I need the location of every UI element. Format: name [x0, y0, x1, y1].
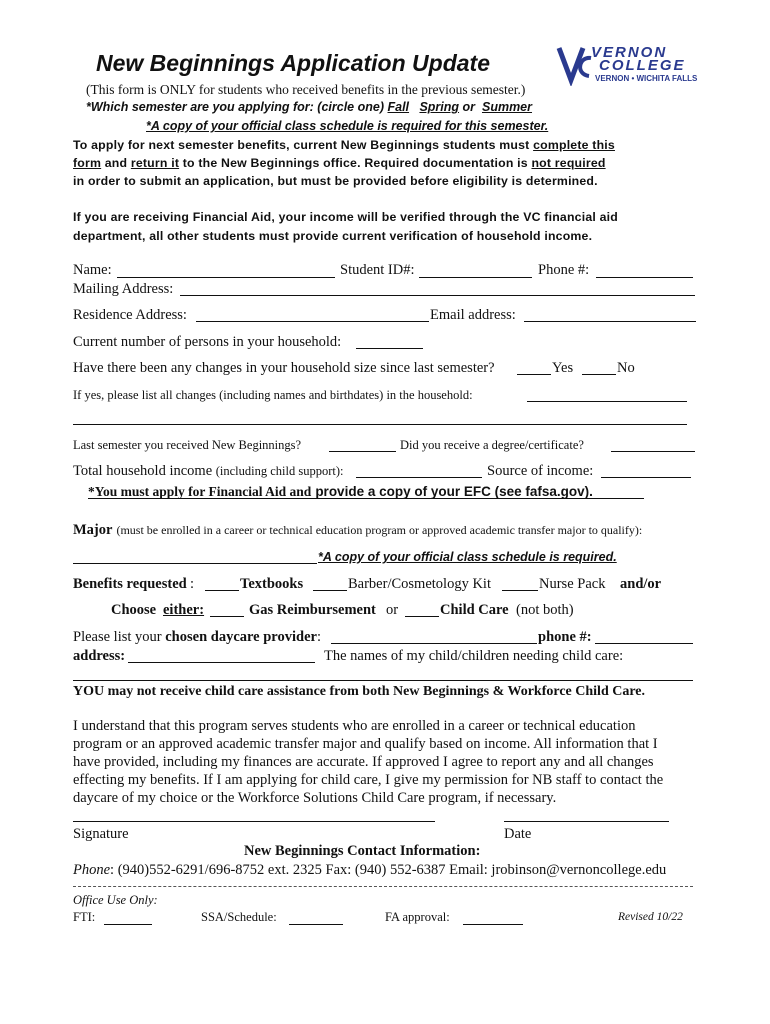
instr-f: to the New Beginnings office. Required documentation is: [182, 156, 528, 170]
logo-line1: VERNON: [591, 44, 668, 61]
children-names-label: The names of my child/children needing child care:: [324, 648, 624, 664]
email-label: Email address:: [430, 307, 516, 323]
agreement-line1: I understand that this program serves students who are enrolled in a career or technical education: [73, 718, 636, 734]
contact-fax-email: : (940) 552-6387 Email: jrobinson@vernoncollege.edu: [347, 862, 667, 878]
daycare-phone-label: phone #:: [538, 629, 592, 645]
textbooks-field[interactable]: [205, 590, 239, 591]
either-label: either:: [163, 602, 205, 618]
student-id-label: Student ID#:: [340, 262, 415, 278]
logo-line2: COLLEGE: [599, 57, 686, 74]
choose-label: Choose: [111, 602, 157, 618]
fa-approval-label: FA approval:: [385, 910, 450, 924]
contact-phone-label: Phone: [73, 862, 111, 878]
subtitle: (This form is ONLY for students who received benefits in the previous semester.): [86, 82, 526, 97]
semester-prompt: [86, 100, 532, 114]
income-label: Total household income: [73, 463, 213, 479]
childcare-label: Child Care: [440, 602, 509, 618]
fti-label: FTI:: [73, 910, 96, 924]
schedule-required-note: *A copy of your official class schedule is required for this semester.: [146, 119, 549, 133]
notboth-label: (not both): [516, 602, 574, 618]
college-logo: [555, 44, 700, 86]
ssa-label: SSA/Schedule:: [201, 910, 277, 924]
address-label: address:: [73, 648, 126, 664]
textbooks-label: Textbooks: [240, 576, 304, 592]
date-field[interactable]: [504, 821, 669, 822]
fa-note-a: *You must apply for Financial Aid and: [88, 484, 312, 499]
daycare-a: Please list your: [73, 629, 162, 645]
income-row: [73, 463, 344, 480]
daycare-address-field[interactable]: [128, 662, 315, 663]
semester-option-fall[interactable]: Fall: [387, 100, 410, 114]
barber-label: Barber/Cosmetology Kit: [348, 576, 491, 592]
andor-label: and/or: [620, 576, 662, 592]
major-schedule-note: *A copy of your official class schedule is required.: [318, 550, 617, 564]
gas-label: Gas Reimbursement: [249, 602, 376, 618]
signature-label: Signature: [73, 826, 129, 842]
degree-label: Did you receive a degree/certificate?: [400, 438, 584, 452]
revised-date: Revised 10/22: [618, 911, 683, 923]
office-use-label: Office Use Only:: [73, 893, 158, 907]
nurse-label: Nurse Pack: [539, 576, 606, 592]
page-title: New Beginnings Application Update: [96, 50, 490, 76]
fa-note-b: provide a copy of your EFC (see fafsa.gov).: [315, 484, 593, 499]
if-yes-label: If yes, please list all changes (including names and birthdates) in the household:: [73, 388, 473, 402]
major-label: Major: [73, 522, 113, 538]
barber-field[interactable]: [313, 590, 347, 591]
instr-e: return it: [130, 156, 180, 170]
name-field[interactable]: [117, 277, 335, 278]
gas-field[interactable]: [210, 616, 244, 617]
yes-label: Yes: [552, 360, 574, 376]
benefits-colon: :: [190, 576, 195, 592]
major-note: (must be enrolled in a career or technical education program or approved academic transfer major to qualify):: [116, 523, 643, 537]
date-label: Date: [504, 826, 532, 842]
income-note: (including child support):: [215, 464, 344, 478]
office-divider: [73, 886, 693, 887]
residence-label: Residence Address:: [73, 307, 187, 323]
mailing-label: Mailing Address:: [73, 281, 174, 297]
daycare-provider-field[interactable]: [331, 643, 537, 644]
email-field[interactable]: [524, 321, 696, 322]
instr-d: and: [104, 156, 128, 170]
instr-b: complete this: [533, 138, 615, 152]
source-income-label: Source of income:: [487, 463, 594, 479]
household-count-field[interactable]: [356, 348, 423, 349]
household-yes-field[interactable]: [517, 374, 551, 375]
instr-g: not required: [531, 156, 606, 170]
fa-note-underline: [88, 498, 644, 499]
last-semester-label: Last semester you received New Beginnings?: [73, 438, 302, 452]
no-label: No: [617, 360, 635, 376]
contact-heading-text: New Beginnings Contact Information: [244, 843, 476, 859]
instructions-line1: [73, 138, 615, 152]
phone-field[interactable]: [596, 277, 693, 278]
daycare-row: Please list your chosen daycare provider:: [73, 629, 321, 645]
agreement-line3: have provided, including my finances are accurate. If approved I agree to report any and all changes: [73, 754, 654, 770]
if-yes-field-1[interactable]: [527, 401, 687, 402]
if-yes-field-2[interactable]: [73, 424, 687, 425]
daycare-b: chosen daycare provider: [165, 629, 317, 645]
semester-option-spring[interactable]: Spring: [419, 100, 460, 114]
agreement-line4: effecting my benefits. If I am applying for child care, I give my permission for NB staff to contact the: [73, 772, 664, 788]
degree-field[interactable]: [611, 451, 695, 452]
financial-aid-line2: department, all other students must provide current verification of household income.: [73, 229, 593, 243]
major-row: [73, 521, 642, 539]
children-names-field[interactable]: [73, 680, 693, 681]
student-id-field[interactable]: [419, 277, 532, 278]
income-field[interactable]: [356, 477, 482, 478]
residence-field[interactable]: [196, 321, 429, 322]
logo-line3: VERNON • WICHITA FALLS: [595, 74, 698, 83]
nurse-field[interactable]: [502, 590, 538, 591]
contact-heading: New Beginnings Contact Information:: [244, 843, 481, 859]
daycare-phone-field[interactable]: [595, 643, 693, 644]
household-count-label: Current number of persons in your household:: [73, 334, 342, 350]
contact-line: [73, 862, 666, 879]
agreement-line2: program or an approved academic transfer major and qualify based on income. All information that I: [73, 736, 658, 752]
last-semester-field[interactable]: [329, 451, 396, 452]
ssa-field[interactable]: [289, 924, 343, 925]
childcare-warning: YOU may not receive child care assistance from both New Beginnings & Workforce Child Care.: [73, 684, 646, 699]
name-label: Name:: [73, 262, 112, 278]
agreement-line5: daycare of my choice or the Workforce Solutions Child Care program, if necessary.: [73, 790, 557, 806]
office-use-text: Office Use Only: [73, 893, 154, 907]
fti-field[interactable]: [104, 924, 152, 925]
contact-phone-value: : (940)552-6291/696-8752 ext. 2325 Fax: [110, 862, 348, 878]
major-field[interactable]: [73, 563, 317, 564]
source-income-field[interactable]: [601, 477, 691, 478]
semester-or: or: [462, 100, 476, 114]
instructions-line3: in order to submit an application, but must be provided before eligibility is determined.: [73, 174, 598, 188]
instructions-line2: [73, 156, 606, 170]
childcare-field[interactable]: [405, 616, 439, 617]
fa-approval-field[interactable]: [463, 924, 523, 925]
mailing-field[interactable]: [180, 295, 695, 296]
semester-prompt-text: *Which semester are you applying for: (circle one): [86, 100, 384, 114]
household-no-field[interactable]: [582, 374, 616, 375]
instr-c: form: [73, 156, 102, 170]
instr-a: To apply for next semester benefits, current New Beginnings students must: [73, 138, 530, 152]
phone-label: Phone #:: [538, 262, 590, 278]
financial-aid-line1: If you are receiving Financial Aid, your income will be verified through the VC financial aid: [73, 210, 618, 224]
signature-field[interactable]: [73, 821, 435, 822]
household-change-label: Have there been any changes in your household size since last semester?: [73, 360, 495, 376]
semester-option-summer[interactable]: Summer: [481, 100, 533, 114]
benefits-label: Benefits requested: [73, 576, 187, 592]
or-label: or: [386, 602, 399, 618]
